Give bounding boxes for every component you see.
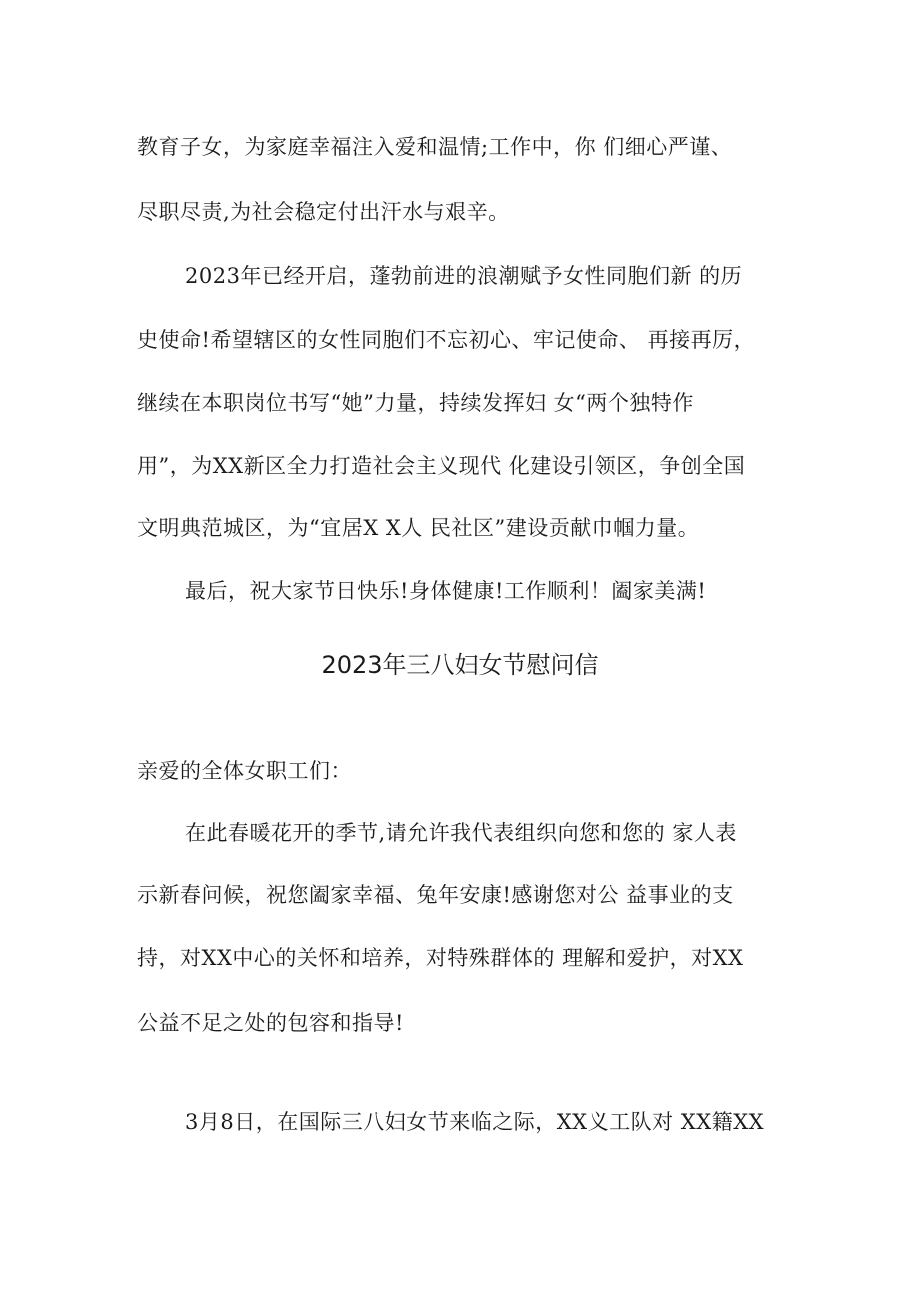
paragraph-line: 持，对XX中心的关怀和培养，对特殊群体的 理解和爱护，对XX xyxy=(137,946,744,970)
paragraph-line: 用”，为XX新区全力打造社会主义现代 化建设引领区，争创全国 xyxy=(137,454,746,478)
paragraph-line: 示新春问候，祝您阖家幸福、兔年安康!感谢您对公 益事业的支 xyxy=(137,883,734,907)
paragraph-line: 在此春暖花开的季节,请允许我代表组织向您和您的 家人表 xyxy=(185,821,737,845)
closing-line: 最后，祝大家节日快乐!身体健康!工作顺利！阖家美满! xyxy=(185,579,707,603)
paragraph-line: 2023年已经开启，蓬勃前进的浪潮赋予女性同胞们新 的历 xyxy=(185,264,743,288)
greeting-line: 亲爱的全体女职工们： xyxy=(137,759,352,783)
paragraph-line: 尽职尽责,为社会稳定付出汗水与艰辛。 xyxy=(137,200,510,224)
paragraph-line: 史使命!希望辖区的女性同胞们不忘初心、牢记使命、 再接再厉， xyxy=(137,328,756,352)
paragraph-line: 继续在本职岗位书写“她”力量，持续发挥妇 女“两个独特作 xyxy=(137,391,694,415)
paragraph-line: 公益不足之处的包容和指导! xyxy=(137,1011,404,1035)
paragraph-line: 3月8日，在国际三八妇女节来临之际，XX义工队对 XX籍XX xyxy=(185,1110,765,1134)
paragraph-line: 教育子女，为家庭幸福注入爱和温情;工作中，你 们细心严谨、 xyxy=(137,135,733,159)
paragraph-line: 文明典范城区，为“宜居X X人 民社区”建设贡献巾帼力量。 xyxy=(137,516,700,540)
letter-title: 2023年三八妇女节慰问信 xyxy=(321,651,599,679)
